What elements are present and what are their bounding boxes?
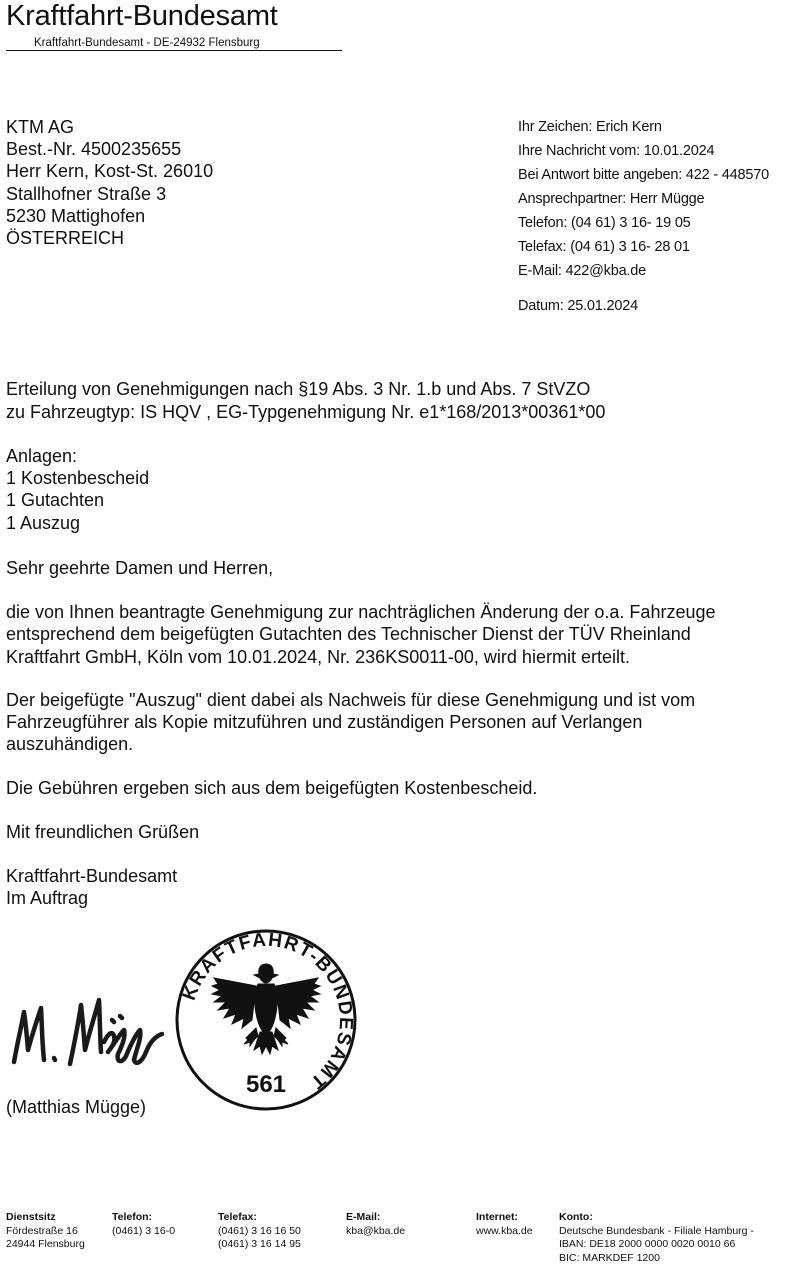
- footer-value: kba@kba.de: [346, 1224, 406, 1237]
- recipient-line: ÖSTERREICH: [6, 228, 125, 249]
- footer-value: (0461) 3 16-0: [112, 1224, 176, 1237]
- handwritten-signature: [8, 990, 168, 1070]
- attachment-item: 1 Auszug: [6, 513, 81, 533]
- paragraph-2-line: auszuhändigen.: [6, 734, 134, 754]
- letterhead-title: Kraftfahrt-Bundesamt: [6, 0, 278, 32]
- salutation: Sehr geehrte Damen und Herren,: [6, 558, 274, 578]
- subject-line-1: Erteilung von Genehmigungen nach §19 Abs. 3 Nr. 1.b und Abs. 7 StVZO: [6, 379, 591, 399]
- footer-email: [346, 1211, 405, 1238]
- footer-value: 24944 Flensburg: [6, 1238, 85, 1250]
- reference-line: Ansprechpartner: Herr Mügge: [518, 191, 705, 207]
- sender-line: Kraftfahrt-Bundesamt: [6, 866, 178, 886]
- footer-konto: [559, 1211, 754, 1265]
- footer-internet: [476, 1211, 533, 1238]
- attachments-heading: Anlagen:: [6, 446, 78, 466]
- footer-label: Konto:: [559, 1211, 593, 1223]
- reference-block: [518, 115, 769, 283]
- reference-line: Telefon: (04 61) 3 16- 19 05: [518, 215, 691, 231]
- footer-value: IBAN: DE18 2000 0000 0020 0010 66: [559, 1238, 736, 1250]
- reference-line: Bei Antwort bitte angeben: 422 - 448570: [518, 167, 769, 183]
- paragraph-3: Die Gebühren ergeben sich aus dem beigefügten Kostenbescheid.: [6, 778, 538, 798]
- paragraph-1-line: Kraftfahrt GmbH, Köln vom 10.01.2024, Nr. 236KS0011-00, wird hiermit erteilt.: [6, 647, 630, 667]
- footer-value: www.kba.de: [476, 1224, 533, 1237]
- recipient-address: [6, 116, 213, 249]
- footer-label: Dienstsitz: [6, 1211, 56, 1223]
- footer-value: Fördestraße 16: [6, 1224, 78, 1237]
- reference-line: Ihre Nachricht vom: 10.01.2024: [518, 143, 715, 159]
- recipient-line: KTM AG: [6, 117, 75, 137]
- closing: Mit freundlichen Grüßen: [6, 822, 200, 842]
- footer-value: BIC: MARKDEF 1200: [559, 1251, 660, 1264]
- footer-label: Telefax:: [218, 1211, 257, 1223]
- svg-text:KRAFTFAHRT-BUNDESAMT: KRAFTFAHRT-BUNDESAMT: [178, 929, 357, 1094]
- paragraph-2-line: Fahrzeugführer als Kopie mitzuführen und zuständigen Personen auf Verlangen: [6, 712, 643, 732]
- attachment-item: 1 Gutachten: [6, 490, 105, 510]
- recipient-line: Best.-Nr. 4500235655: [6, 139, 182, 160]
- footer-telefax: [218, 1211, 301, 1252]
- letter-date: Datum: 25.01.2024: [518, 298, 638, 314]
- subject-line-2: zu Fahrzeugtyp: IS HQV , EG-Typgenehmigung Nr. e1*168/2013*00361*00: [6, 402, 606, 422]
- sender-line: Im Auftrag: [6, 888, 89, 908]
- paragraph-2-line: Der beigefügte "Auszug" dient dabei als Nachweis für diese Genehmigung und ist vom: [6, 690, 696, 710]
- footer-value: Deutsche Bundesbank - Filiale Hamburg -: [559, 1224, 754, 1237]
- recipient-line: Herr Kern, Kost-St. 26010: [6, 161, 214, 182]
- paragraph-1-line: die von Ihnen beantragte Genehmigung zur nachträglichen Änderung der o.a. Fahrzeuge: [6, 602, 716, 622]
- paragraph-1-line: entsprechend dem beigefügten Gutachten des Technischer Dienst der TÜV Rheinland: [6, 624, 691, 644]
- footer-label: Telefon:: [112, 1211, 153, 1223]
- footer-value: (0461) 3 16 16 50: [218, 1224, 301, 1237]
- footer-label: E-Mail:: [346, 1211, 381, 1223]
- signer-name: (Matthias Mügge): [6, 1097, 147, 1117]
- footer-value: (0461) 3 16 14 95: [218, 1238, 301, 1250]
- seal-number: 561: [245, 1071, 287, 1098]
- official-seal: [174, 928, 358, 1112]
- reference-line: Telefax: (04 61) 3 16- 28 01: [518, 239, 690, 255]
- attachment-item: 1 Kostenbescheid: [6, 468, 150, 488]
- recipient-line: 5230 Mattighofen: [6, 205, 146, 226]
- footer-telefon: [112, 1211, 175, 1238]
- footer-dienstsitz: [6, 1211, 85, 1252]
- reference-line: Ihr Zeichen: Erich Kern: [518, 119, 662, 135]
- footer-label: Internet:: [476, 1211, 518, 1223]
- recipient-line: Stallhofner Straße 3: [6, 183, 167, 204]
- return-address: Kraftfahrt-Bundesamt - DE-24932 Flensburg: [6, 36, 342, 51]
- reference-line: E-Mail: 422@kba.de: [518, 263, 646, 279]
